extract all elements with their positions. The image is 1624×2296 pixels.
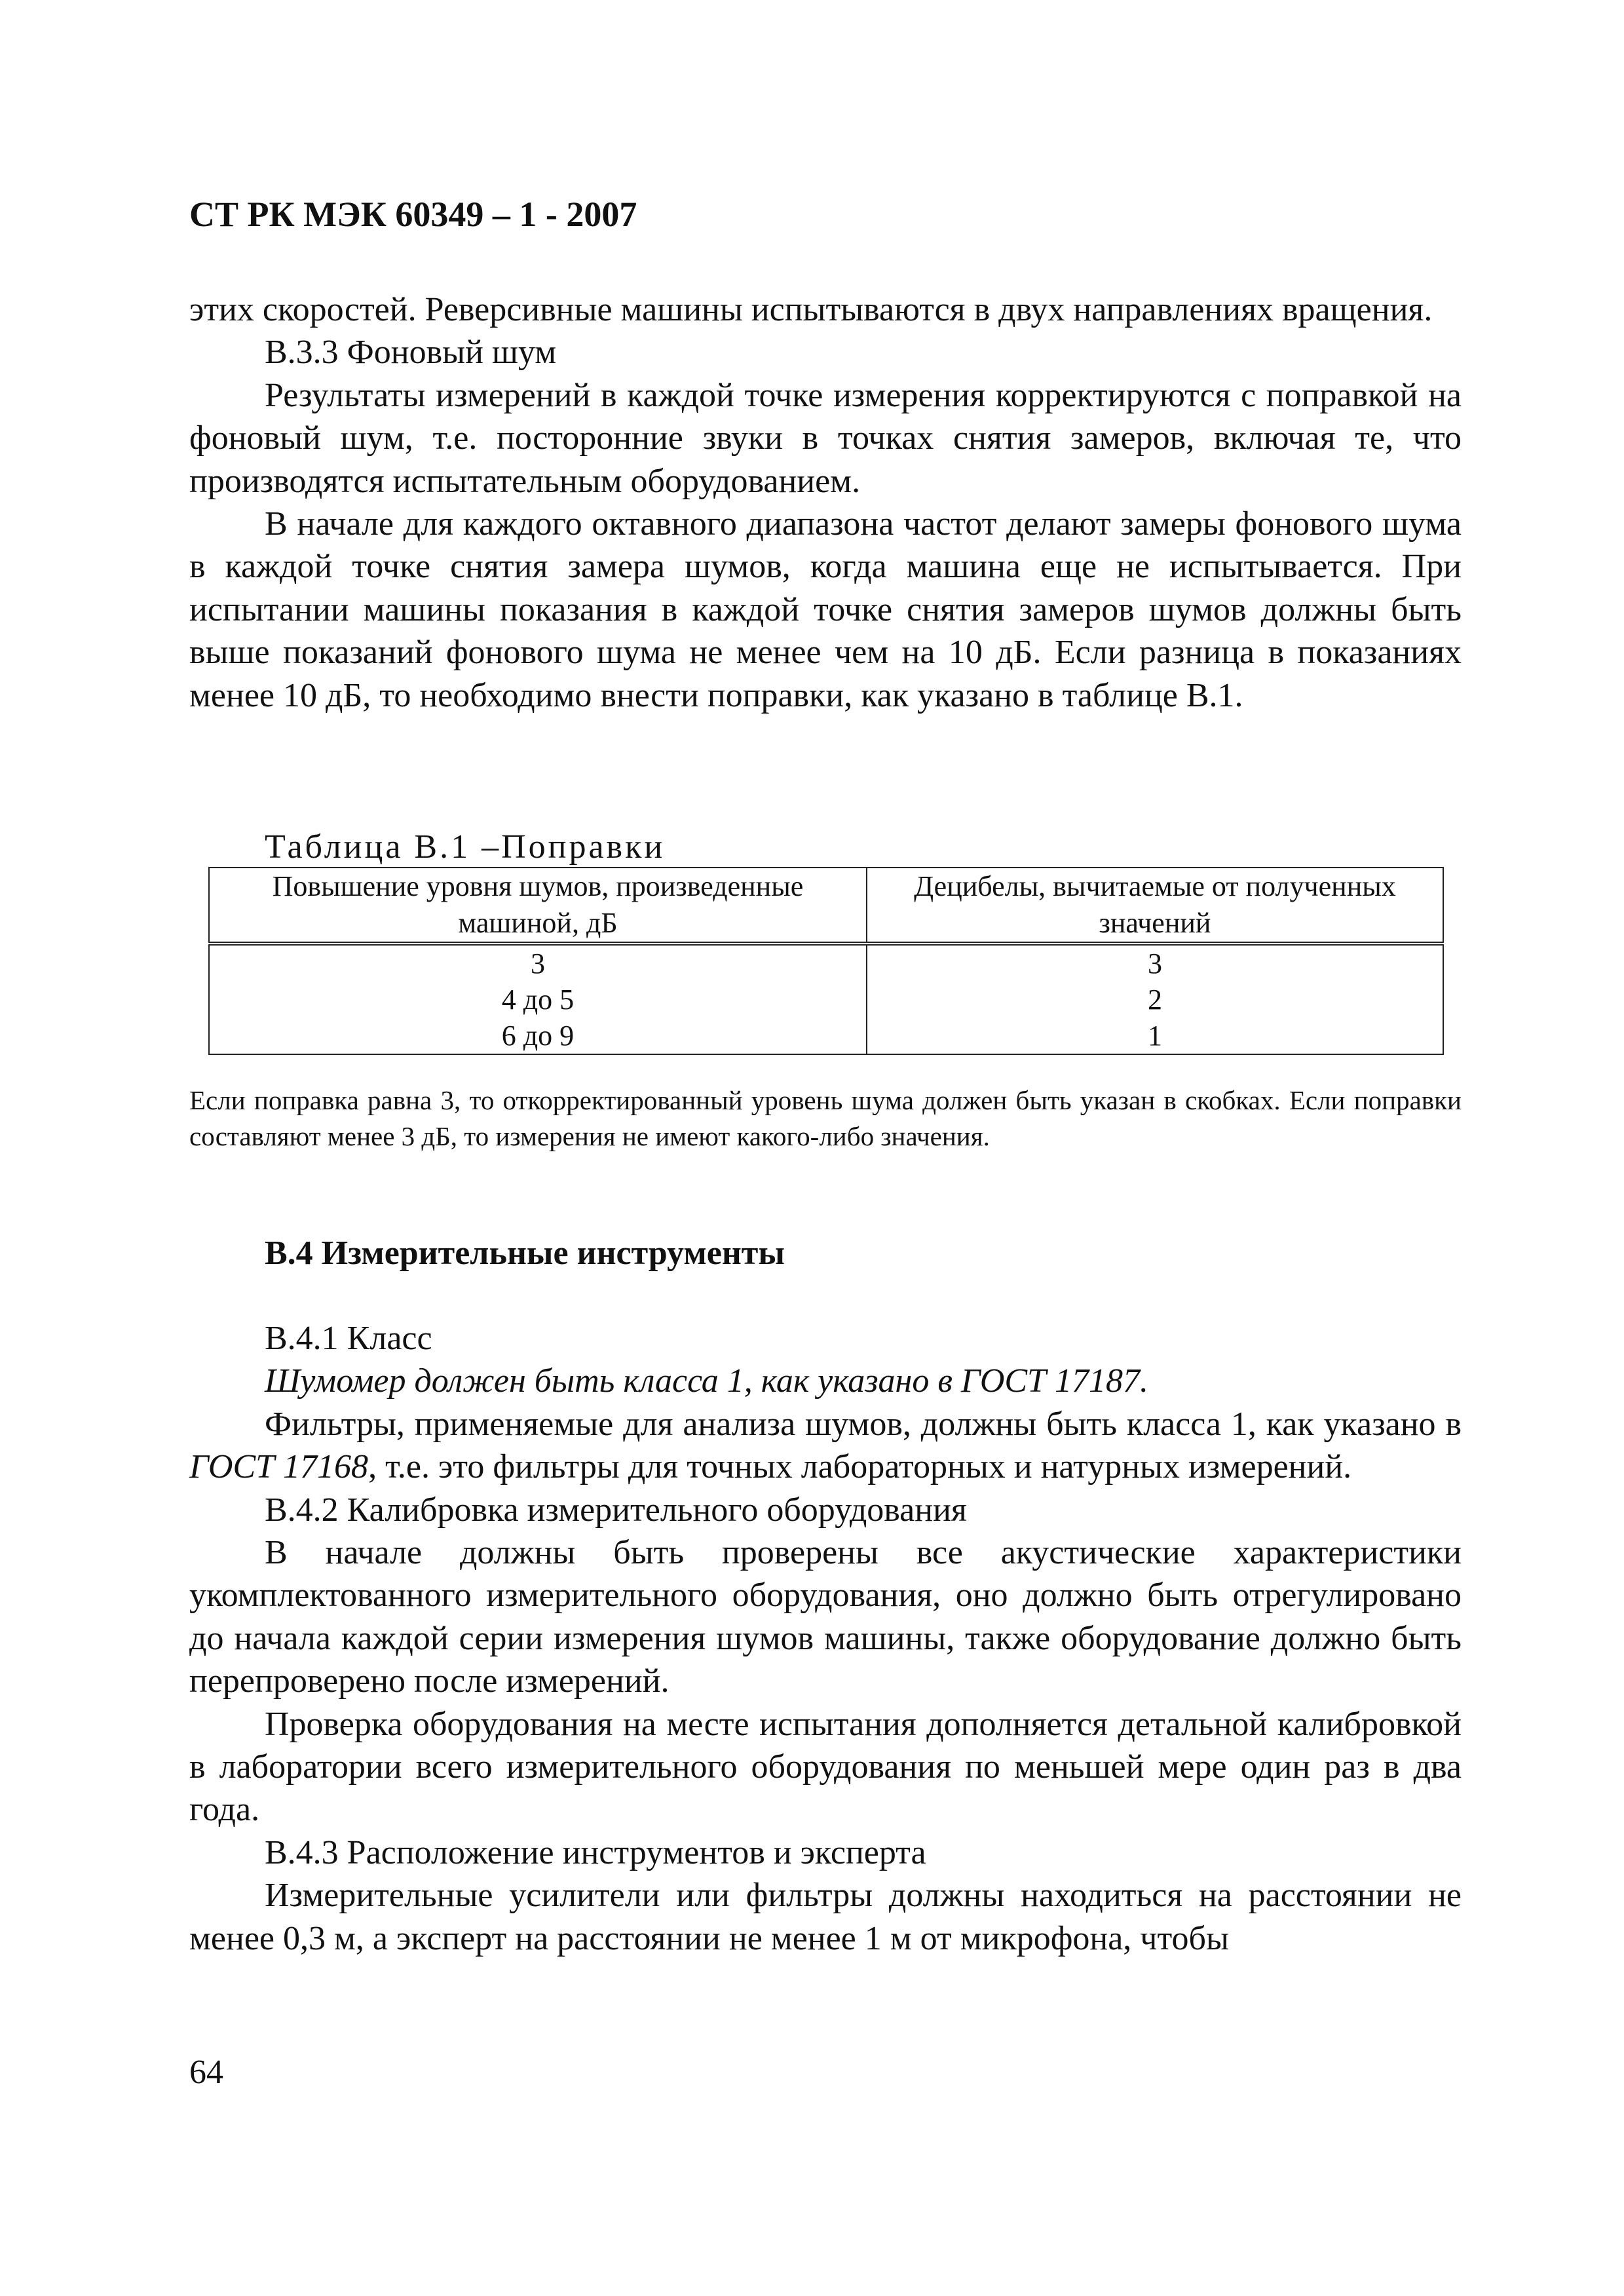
- document-header: СТ РК МЭК 60349 – 1 - 2007: [189, 195, 637, 234]
- gost-reference: ГОСТ 17168: [189, 1448, 369, 1486]
- table-row: [209, 944, 1443, 982]
- subsection-title-b41: В.4.1 Класс: [265, 1320, 432, 1357]
- subsection-title-b42: В.4.2 Калибровка измерительного оборудования: [265, 1491, 967, 1529]
- section-heading-b4: В.4 Измерительные инструменты: [265, 1234, 785, 1272]
- table-caption: Таблица В.1 –Поправки: [265, 828, 666, 866]
- paragraph-calibration-2: Проверка оборудования на месте испытания дополняется детальной калибровкой в лаборатории всего измерительного оборудования по меньшей мере один раз в два года.: [189, 1705, 1462, 1829]
- table-cell: 3: [867, 944, 1443, 982]
- paragraph-continuation: этих скоростей. Реверсивные машины испытываются в двух направлениях вращения.: [189, 291, 1433, 328]
- page-number: 64: [189, 2054, 223, 2091]
- filters-text-part-1: Фильтры, применяемые для анализа шумов, должны быть класса 1, как указано в: [265, 1405, 1462, 1443]
- table-header-row: [209, 868, 1443, 944]
- table-header-cell-decibels: Децибелы, вычитаемые от полученных значений: [867, 868, 1443, 944]
- table-row: [209, 1018, 1443, 1054]
- paragraph-filters: [189, 1403, 1462, 1489]
- paragraph-measurement-procedure: В начале для каждого октавного диапазона частот делают замеры фонового шума в каждой точке снятия замера шумов, когда машина еще не испытывается. При испытании машины показания в каждой точке снятия замеров шумов должны быть выше показаний фонового шума не менее чем на 10 дБ. Если разница в показаниях менее 10 дБ, то необходимо внести поправки, как указано в таблице В.1.: [189, 505, 1462, 714]
- table-cell: 4 до 5: [209, 982, 867, 1018]
- filters-text-part-2: , т.е. это фильтры для точных лабораторных и натурных измерений.: [368, 1448, 1352, 1486]
- subsection-title-b43: В.4.3 Расположение инструментов и эксперта: [265, 1833, 926, 1871]
- table-note: Если поправка равна 3, то откорректированный уровень шума должен быть указан в скобках. Если поправки составляют менее 3 дБ, то измерения не имеют какого-либо значения.: [189, 1085, 1462, 1151]
- paragraph-instrument-position: Измерительные усилители или фильтры должны находиться на расстоянии не менее 0,3 м, а эксперт на расстоянии не менее 1 м от микрофона, чтобы: [189, 1877, 1462, 1957]
- table-cell: 3: [209, 944, 867, 982]
- paragraph-background-noise: Результаты измерений в каждой точке измерения корректируются с поправкой на фоновый шум, т.е. посторонние звуки в точках снятия замеров, включая те, что производятся испытательным оборудованием.: [189, 376, 1462, 500]
- table-row: [209, 982, 1443, 1018]
- table-header-cell-increase: Повышение уровня шумов, произведенные машиной, дБ: [209, 868, 867, 944]
- table-cell: 1: [867, 1018, 1443, 1054]
- table-cell: 6 до 9: [209, 1018, 867, 1054]
- subsection-title-b33: В.3.3 Фоновый шум: [265, 334, 557, 372]
- corrections-table: [208, 867, 1444, 1055]
- section-b33: [189, 288, 1462, 717]
- section-b4: [189, 1317, 1462, 1960]
- paragraph-calibration-1: В начале должны быть проверены все акустические характеристики укомплектованного измерительного оборудования, оно должно быть отрегулировано до начала каждой серии измерения шумов машины, также оборудование должно быть перепроверено после измерений.: [189, 1534, 1462, 1700]
- paragraph-sound-level-meter: Шумомер должен быть класса 1, как указано в ГОСТ 17187.: [265, 1362, 1148, 1400]
- table-cell: 2: [867, 982, 1443, 1018]
